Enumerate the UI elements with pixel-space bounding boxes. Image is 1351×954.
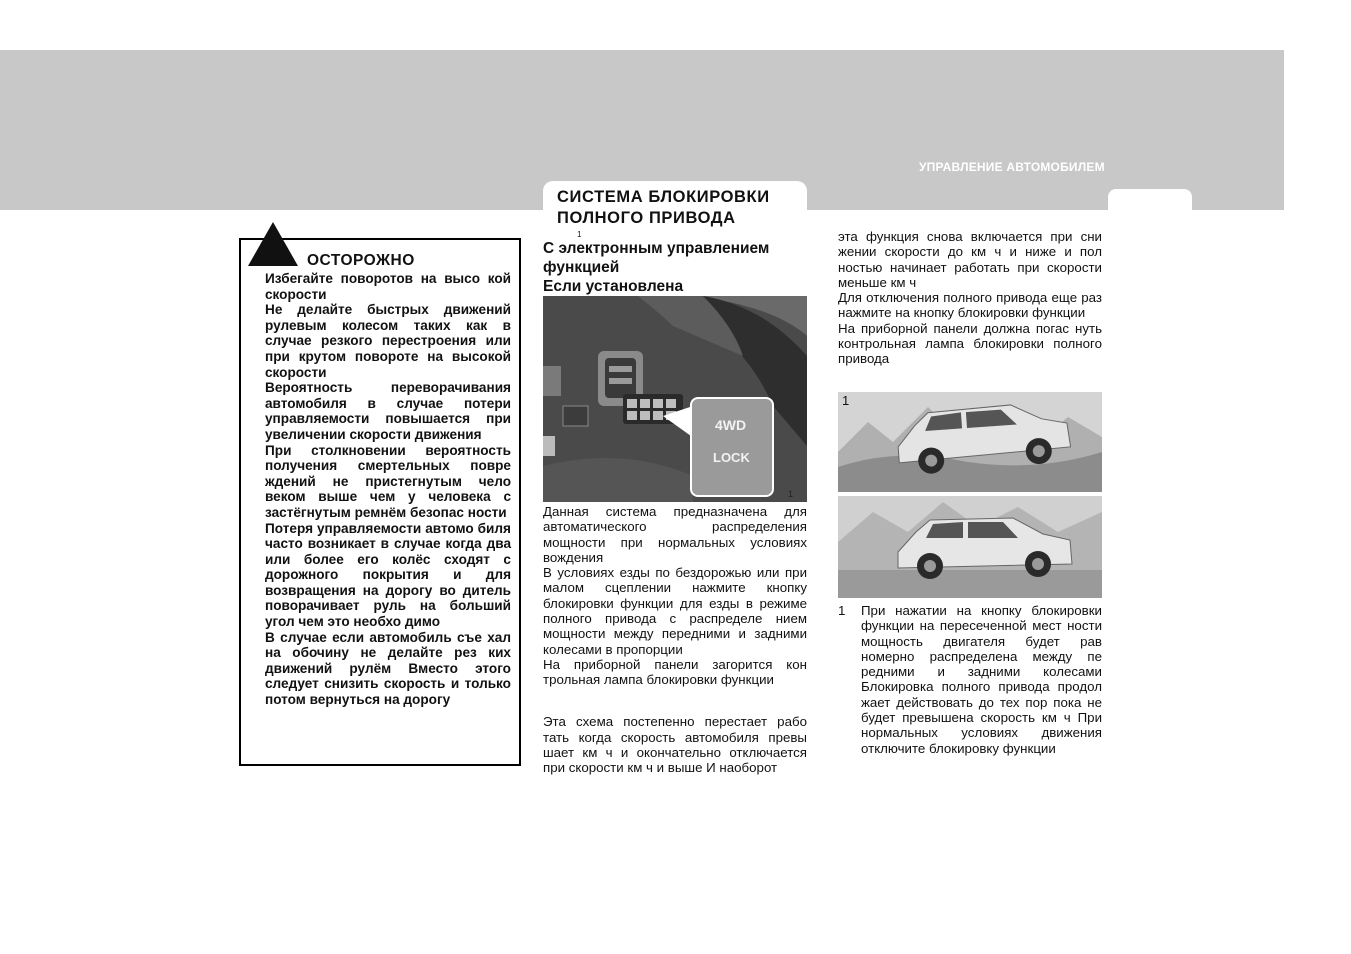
column3-text: [838, 229, 1102, 367]
section-title-line1: СИСТЕМА БЛОКИРОВКИ: [557, 188, 770, 206]
warning-paragraph: Избегайте поворотов на высо кой скорости: [265, 271, 511, 302]
section-title: [557, 187, 770, 229]
section-label: УПРАВЛЕНИЕ АВТОМОБИЛЕМ: [919, 160, 1105, 174]
warning-paragraph: В случае если автомобиль съе хал на обочину не делайте рез ких движений рулём Вместо этого следует снизить скорость и только потом вернуться на дорогу: [265, 629, 511, 708]
column2-paragraph: Эта схема постепенно перестает рабо тать когда скорость автомобиля превы шает км ч и окончательно отключается при скорости км ч и выше И наоборот: [543, 714, 807, 776]
footnote-mark: 1: [577, 230, 582, 239]
column3-paragraph: эта функция снова включается при сни жении скорости до км ч и ниже и пол ностью начинает работать при скорости меньше км ч: [838, 229, 1102, 290]
column2-text-b: [543, 701, 807, 789]
warning-title: ОСТОРОЖНО: [307, 252, 415, 269]
warning-paragraph: Потеря управляемости автомо биля часто возникает в случае когда два или более его колёс сходят с дорожного покрытия и для возвращения на дорогу во дитель поворачивает руль на больший угол чем это необхо димо: [265, 520, 511, 630]
4wd-lock-button-callout: [690, 397, 774, 497]
warning-paragraph: Вероятность переворачивания автомобиля в случае потери управляемости повышается при увеличении скорости движения: [265, 380, 511, 442]
column2-paragraph: На приборной панели загорится кон трольная лампа блокировки функции: [543, 656, 807, 688]
figure-number: 1: [842, 393, 850, 408]
subtitle: [543, 239, 813, 296]
column2-text: [543, 504, 807, 688]
subtitle-line1: С электронным управлением: [543, 240, 770, 257]
column3-paragraph: На приборной панели должна погас нуть контрольная лампа блокировки полного привода: [838, 320, 1102, 367]
warning-paragraph: Не делайте быстрых движений рулевым колесом таких как в случае резкого перестроения или при крутом повороте на высокой скорости: [265, 302, 511, 380]
warning-paragraph: При столкновении вероятность получения смертельных повре ждений не пристегнутым чело веком выше чем у человека с застёгнутым ремнём безопас ности: [265, 442, 511, 520]
section-title-line2: ПОЛНОГО ПРИВОДА: [557, 209, 736, 227]
page-number-tab: [1108, 189, 1192, 211]
subtitle-line3: Если установлена: [543, 278, 684, 295]
warning-triangle-icon: [248, 222, 298, 266]
suv-terrain-illustration: [838, 392, 1102, 598]
column3-paragraph: Для отключения полного привода еще раз нажмите на кнопку блокировки функции: [838, 290, 1102, 321]
subtitle-line2: функцией: [543, 259, 620, 276]
warning-text: [265, 271, 511, 708]
caption-number: 1: [838, 603, 846, 618]
4wd-label: 4WD: [715, 417, 747, 433]
column2-paragraph: В условиях езды по бездорожью или при малом сцеплении нажмите кнопку блокировки функции для езды в режиме полного привода с распределе нием мощности между передними и задними колесами в пропорции: [543, 565, 807, 657]
terrain-illustration: [838, 392, 1102, 598]
caption-text: При нажатии на кнопку блокировки функции на пересеченной мест ности мощность двигателя будет рав номерно распределена между пе редними и задними колесами Блокировка полного привода продол жает действовать до тех пор пока не будет превышена скорость км ч При нормальных условиях движения отключите блокировку функции: [861, 603, 1102, 756]
column2-paragraph: Данная система предназначена для автоматического распределения мощности при нормальных условиях вождения: [543, 504, 807, 565]
figure-number: 1: [788, 489, 794, 499]
lock-label: LOCK: [713, 450, 750, 465]
